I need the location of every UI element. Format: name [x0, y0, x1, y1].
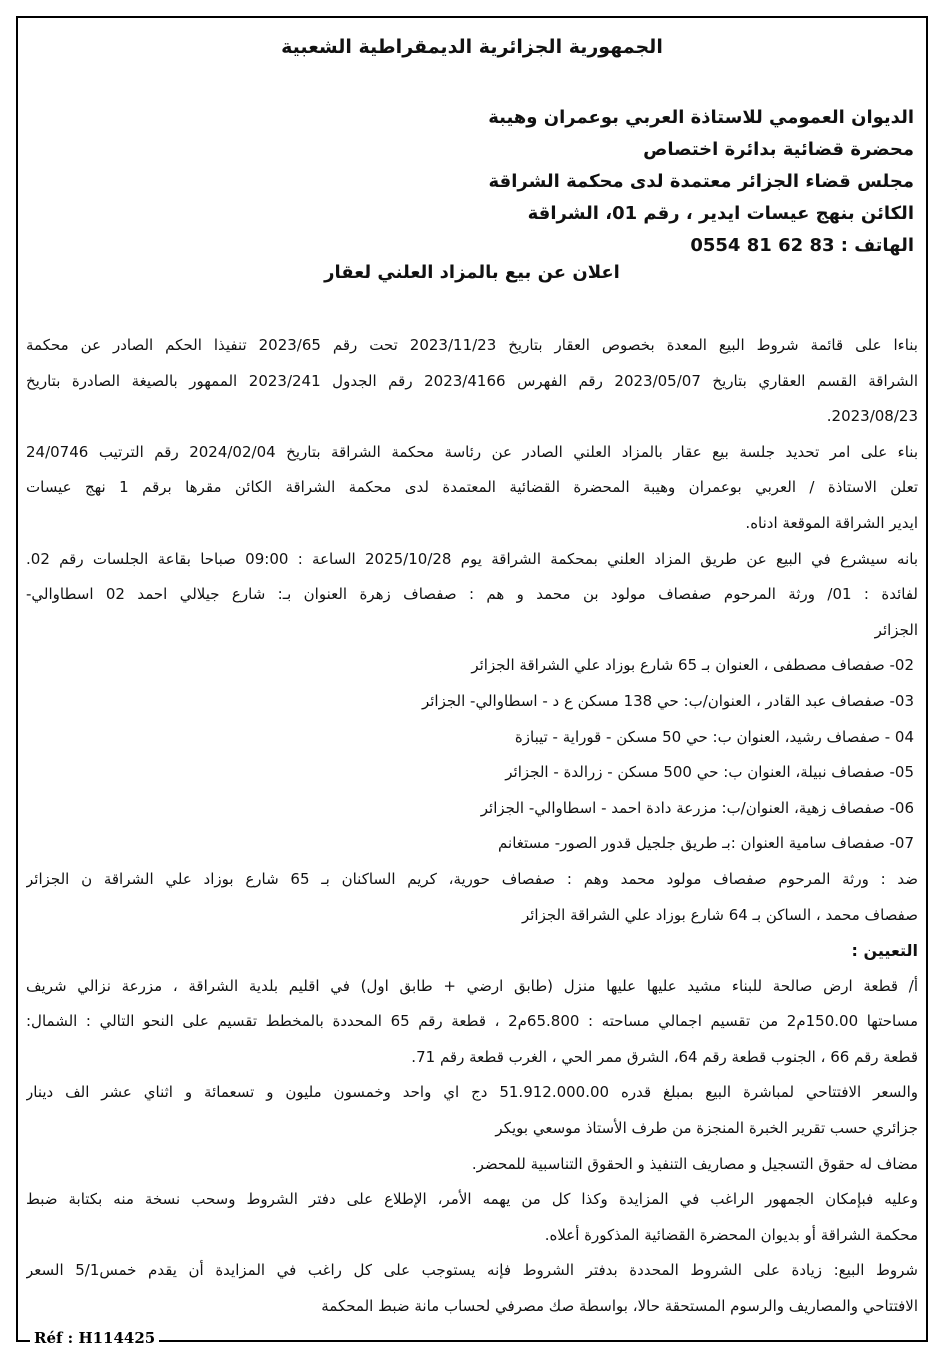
body-line: قطعة رقم 66 ، الجنوب قطعة رقم 64، الشرق ممر الحي ، الغرب قطعة رقم 71. — [411, 1047, 918, 1066]
body-line: بناء على امر تحديد جلسة بيع عقار بالمزاد العلني الصادر عن رئاسة محكمة الشراقة بتاريخ 2024/02/04 رقم الترتيب 24/0746 — [26, 442, 918, 461]
designation-heading: التعيين : — [851, 941, 918, 961]
body-line: بناءا على قائمة شروط البيع المعدة بخصوص العقار بتاريخ 2023/11/23 تحت رقم 2023/65 تنفيذا الحكم الصادر عن محكمة — [26, 336, 918, 354]
list-item: 04 - صفصاف رشيد، العنوان ب: حي 50 مسكن - قوراية - تيبازة — [514, 727, 914, 746]
document-page — [16, 16, 928, 1342]
list-item: 02- صفصاف مصطفى ، العنوان بـ 65 شارع بوزاد علي الشراقة الجزائر — [471, 656, 914, 675]
announcement-title: اعلان عن بيع بالمزاد العلني لعقار — [324, 262, 620, 283]
body-line: لفائدة : 01/ ورثة المرحوم صفصاف مولود بن محمد و هم : صفصاف زهرة العنوان بـ: شارع جيلالي احمد 02 اسطاوالي- — [26, 585, 918, 604]
body-line: مضاف له حقوق التسجيل و مصاريف التنفيذ و الحقوق التناسبية للمحضر. — [471, 1154, 918, 1173]
office-line: مجلس قضاء الجزائر معتمدة لدى محكمة الشراقة — [488, 171, 914, 192]
body-line: شروط البيع: زيادة على الشروط المحددة بدفتر الشروط فإنه يستوجب على كل راغب في المزايدة أن يقدم خمس5/1 السعر — [26, 1261, 918, 1280]
body-line: بانه سيشرع في البيع عن طريق المزاد العلني بمحكمة الشراقة يوم 2025/10/28 الساعة : 09:00 صباحا بقاعة الجلسات رقم 02. — [26, 549, 918, 568]
body-line: وعليه فبإمكان الجمهور الراغب في المزايدة وكذا كل من يهمه الأمر، الإطلاع على دفتر الشروط وسحب نسخة منه بكتابة ضبط — [26, 1190, 918, 1209]
body-line: الافتتاحي والمصاريف والرسوم المستحقة حالا، بواسطة صك مصرفي لحساب مانة ضبط المحكمة — [321, 1297, 918, 1316]
body-line: ايدير الشراقة الموقعة ادناه. — [745, 513, 918, 532]
office-line: الديوان العمومي للاستاذة العربي بوعمران وهيبة — [488, 107, 914, 128]
body-line: أ/ قطعة ارض صالحة للبناء مشيد عليها عليها منزل (طابق ارضي + طابق اول) في اقليم بلدية الشراقة ، مزرعة نزالي شريف — [26, 976, 918, 995]
body-line: ضد : ورثة المرحوم صفصاف مولود محمد وهم : صفصاف حورية، كريم الساكنان بـ 65 شارع بوزاد علي الشراقة ن الجزائر — [26, 869, 918, 888]
body-line: الجزائر — [874, 620, 918, 639]
office-line: الكائن بنهج عيسات ايدير ، رقم 01، الشراقة — [527, 203, 914, 224]
reference-number: Réf : H114425 — [30, 1329, 159, 1347]
list-item: 07- صفصاف سامية العنوان :بـ طريق جلجيل قدور الصور- مستغانم — [498, 834, 914, 853]
list-item: 05- صفصاف نبيلة، العنوان ب: حي 500 مسكن - زرالدة - الجزائر — [505, 763, 914, 782]
body-line: تعلن الاستاذة / العربي بوعمران وهيبة المحضرة القضائية المعتمدة لدى محكمة الشراقة الكائن مقرها برقم 1 نهج عيسات — [26, 478, 918, 497]
body-line: محكمة الشراقة أو بديوان المحضرة القضائية المذكورة أعلاه. — [544, 1225, 918, 1244]
republic-title: الجمهورية الجزائرية الديمقراطية الشعبية — [281, 36, 663, 58]
office-phone: الهاتف : 83 62 81 0554 — [690, 235, 914, 256]
list-item: 03- صفصاف عبد القادر ، العنوان/ب: حي 138 مسكن ع د - اسطاوالي- الجزائر — [421, 691, 914, 710]
office-line: محضرة قضائية بدائرة اختصاص — [643, 139, 914, 160]
body-line: 2023/08/23. — [826, 407, 918, 426]
list-item: 06- صفصاف زهية، العنوان/ب: مزرعة دادة احمد - اسطاوالي- الجزائر — [480, 798, 914, 817]
office-block — [278, 102, 914, 262]
announcement-body — [26, 328, 918, 1325]
body-line: والسعر الافتتاحي لمباشرة البيع بمبلغ قدره 51.912.000.00 دج اي واحد وخمسون مليون و تسعمائة و اثناي عشر الف دينار — [26, 1083, 918, 1102]
body-line: جزائري حسب تقرير الخبرة المنجزة من طرف الأستاذ موسعي بويكر — [495, 1119, 918, 1138]
body-line: صفصاف محمد ، الساكن بـ 64 شارع بوزاد علي الشراقة الجزائر — [521, 905, 918, 924]
body-line: مساحتها 150.00م2 من تقسيم اجمالي مساحته : 65.800م2 ، قطعة رقم 65 المحددة بالمخطط تقسيم على النحو التالي : الشمال: — [26, 1012, 918, 1031]
body-line: الشراقة القسم العقاري بتاريخ 2023/05/07 رقم الفهرس 2023/4166 رقم الجدول 2023/241 الممهور بالصيغة الصادرة بتاريخ — [26, 371, 918, 390]
